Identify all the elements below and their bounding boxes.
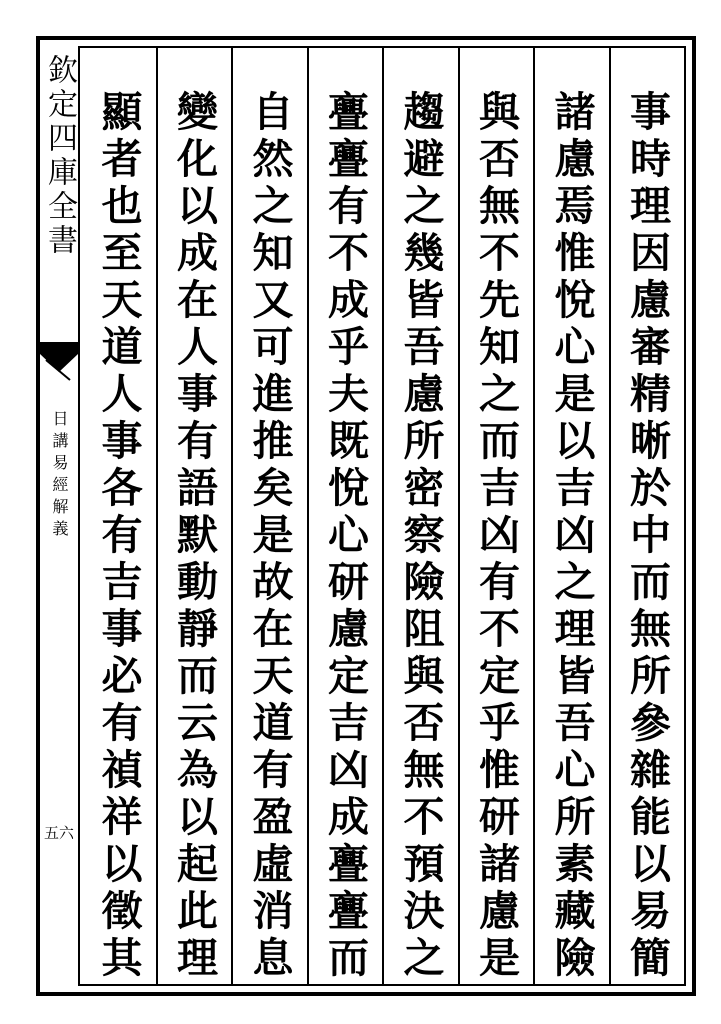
fishtail-mark-icon: [40, 342, 78, 382]
margin-strip: [40, 40, 78, 992]
text-column: [609, 48, 685, 984]
column-text: 趨避之幾皆吾慮所密察險阻與否無不預決之: [396, 90, 445, 983]
column-text: 與否無不先知之而吉凶有不定乎惟研諸慮是: [472, 90, 520, 983]
text-column: [80, 48, 156, 984]
column-text: 亹亹有不成乎夫既悅心研慮定吉凶成亹亹而: [321, 90, 369, 983]
text-column: [382, 48, 458, 984]
text-columns: [80, 48, 684, 984]
page-number: 五六: [43, 824, 74, 842]
text-column: [156, 48, 232, 984]
text-column: [307, 48, 383, 984]
book-title: 欽定四庫全書: [42, 54, 77, 258]
column-text: 變化以成在人事有語默動靜而云為以起此理: [170, 90, 218, 983]
text-column: [458, 48, 534, 984]
text-column: [533, 48, 609, 984]
column-text: 自然之知又可進推矣是故在天道有盈虛消息: [245, 90, 294, 983]
column-text: 諸慮焉惟悅心是以吉凶之理皆吾心所素藏險: [547, 90, 596, 983]
chapter-title: 日講易經解義: [50, 410, 69, 542]
text-column: [231, 48, 307, 984]
column-text: 事時理因慮審精晰於中而無所參雜能以易簡: [623, 90, 671, 983]
column-text: 顯者也至天道人事各有吉事必有禎祥以徵其: [94, 90, 143, 983]
